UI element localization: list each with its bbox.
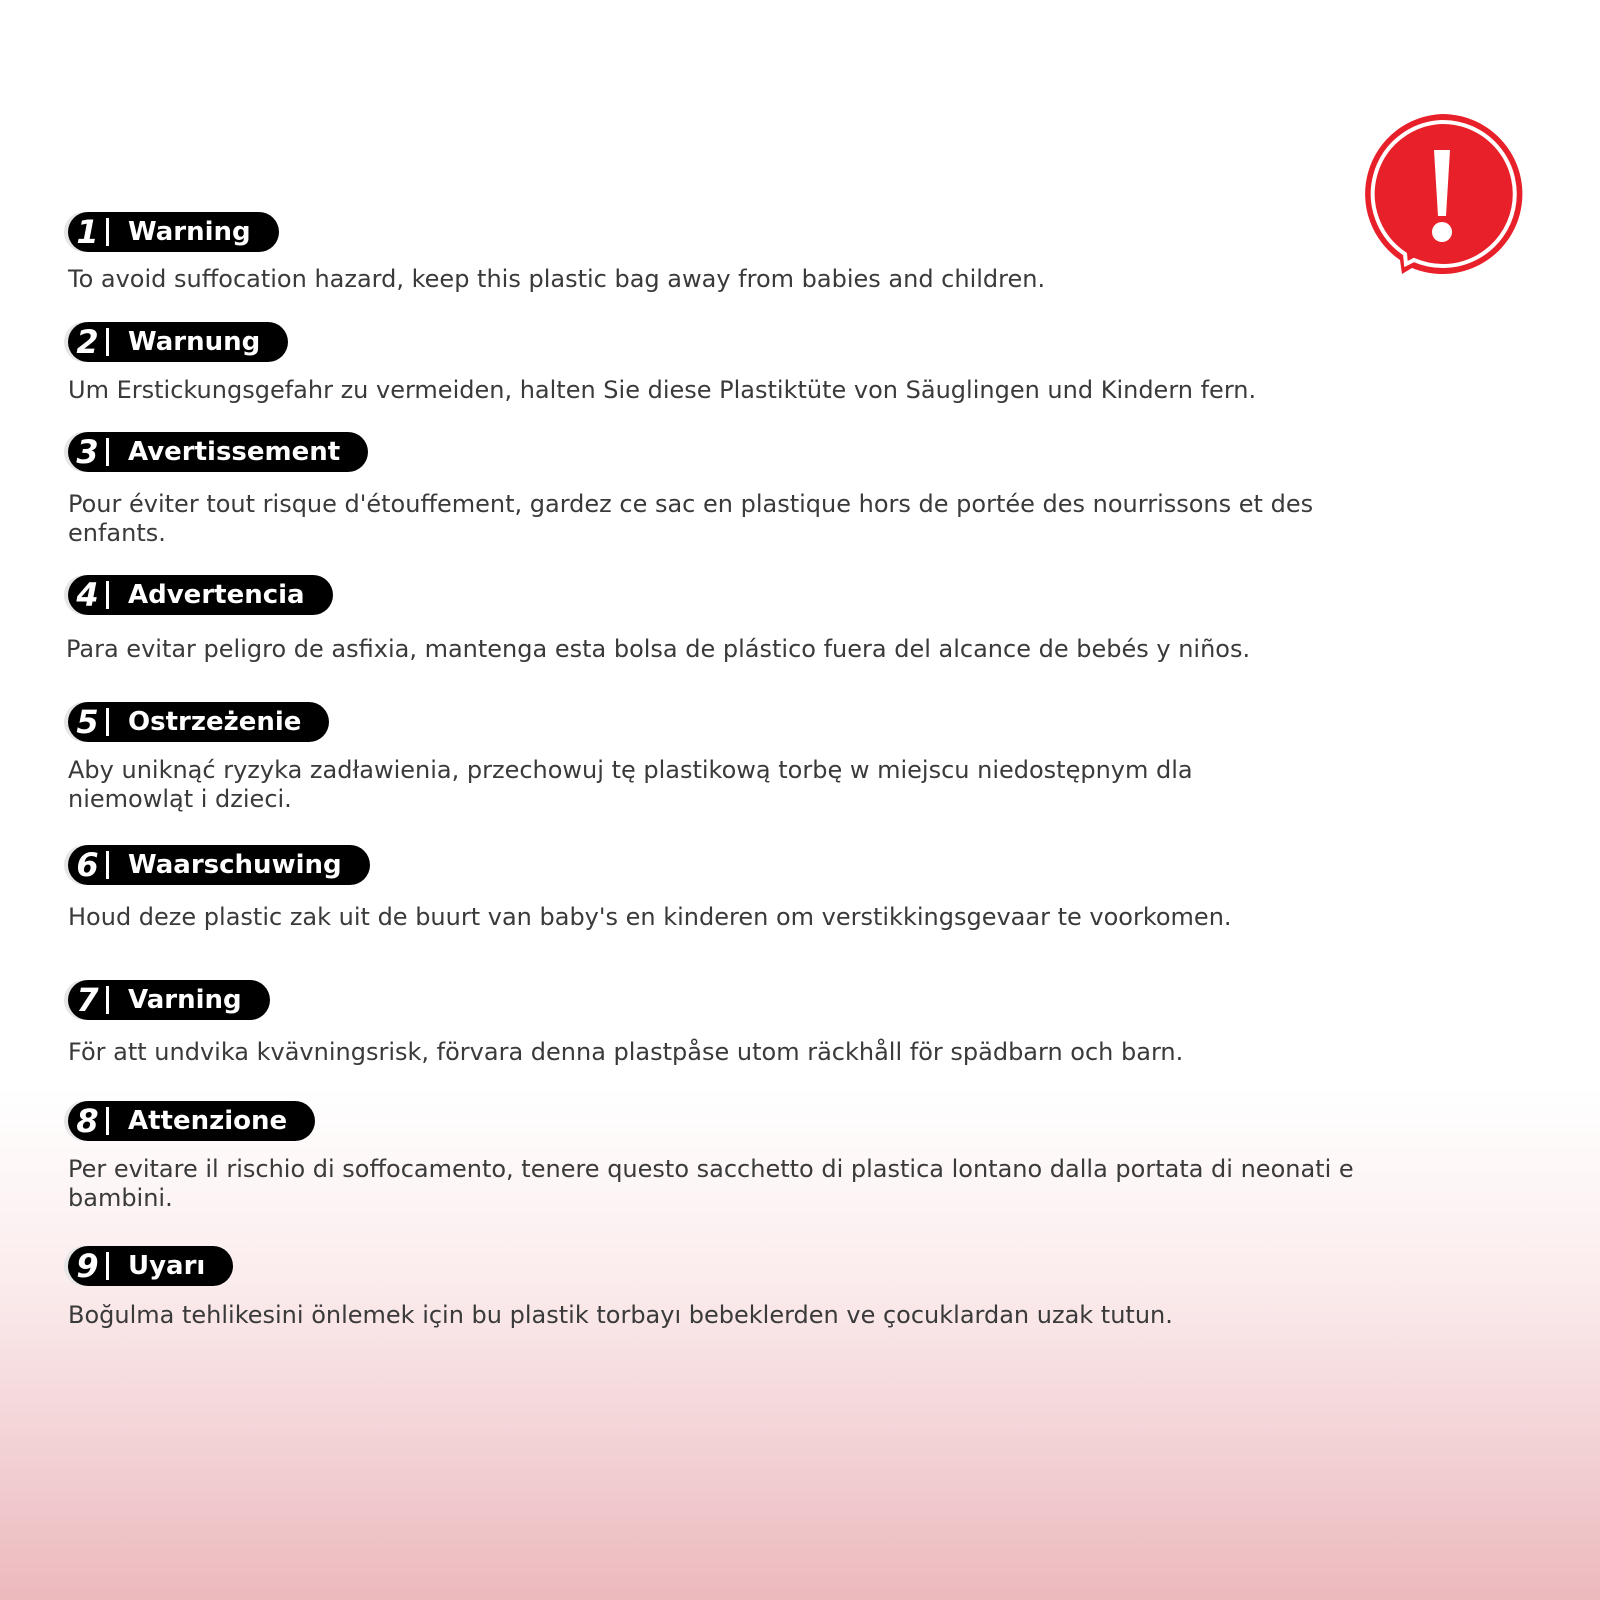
number-badge: 8 xyxy=(76,1102,98,1140)
number-badge: 1 xyxy=(76,213,98,251)
label-pill xyxy=(68,845,370,885)
warning-label: Attenzione xyxy=(128,1106,288,1136)
warning-text: För att undvika kvävningsrisk, förvara denna plastpåse utom räckhåll för spädbarn och barn. xyxy=(68,1038,1184,1066)
label-pill xyxy=(68,212,279,252)
warning-text: Para evitar peligro de asfixia, mantenga esta bolsa de plástico fuera del alcance de bebés y niños. xyxy=(66,635,1251,663)
number-badge: 9 xyxy=(76,1247,98,1285)
warning-item-german xyxy=(68,322,1368,405)
divider xyxy=(106,218,109,246)
number-badge: 7 xyxy=(76,981,98,1019)
divider xyxy=(106,851,109,879)
exclamation-speech-bubble-icon xyxy=(1356,108,1528,280)
divider xyxy=(106,328,109,356)
label-pill xyxy=(68,1246,233,1286)
label-pill xyxy=(68,575,333,615)
number-badge: 4 xyxy=(76,576,98,614)
divider xyxy=(106,581,109,609)
warning-item-polish xyxy=(68,702,1368,814)
number-badge: 2 xyxy=(76,323,98,361)
warning-label: Uyarı xyxy=(128,1251,206,1281)
number-badge: 5 xyxy=(76,703,98,741)
number-badge: 3 xyxy=(76,433,98,471)
warning-text: Pour éviter tout risque d'étouffement, gardez ce sac en plastique hors de portée des nourrissons et des enfants. xyxy=(68,490,1314,547)
warning-item-turkish xyxy=(68,1246,1368,1330)
divider xyxy=(106,986,109,1014)
label-pill xyxy=(68,322,288,362)
warning-label: Warning xyxy=(128,217,251,247)
warning-text: Per evitare il rischio di soffocamento, tenere questo sacchetto di plastica lontano dalla portata di neonati e bambini. xyxy=(68,1155,1354,1212)
warning-item-spanish xyxy=(68,575,1368,664)
warning-item-dutch xyxy=(68,845,1368,932)
warning-text: To avoid suffocation hazard, keep this plastic bag away from babies and children. xyxy=(68,265,1046,293)
warning-text: Aby uniknąć ryzyka zadławienia, przechowuj tę plastikową torbę w miejscu niedostępnym dla niemowląt i dzieci. xyxy=(68,756,1193,813)
warning-item-swedish xyxy=(68,980,1368,1067)
warning-label: Waarschuwing xyxy=(128,850,342,880)
label-pill xyxy=(68,1101,315,1141)
label-pill xyxy=(68,432,368,472)
warning-label: Warnung xyxy=(128,327,261,357)
divider xyxy=(106,1252,109,1280)
warning-item-english xyxy=(68,212,1368,294)
divider xyxy=(106,1107,109,1135)
warning-label: Ostrzeżenie xyxy=(128,707,302,737)
warning-label: Advertencia xyxy=(128,580,305,610)
divider xyxy=(106,708,109,736)
warning-label: Varning xyxy=(128,985,242,1015)
label-pill xyxy=(68,980,270,1020)
number-badge: 6 xyxy=(76,846,98,884)
label-pill xyxy=(68,702,329,742)
warning-text: Um Erstickungsgefahr zu vermeiden, halten Sie diese Plastiktüte von Säuglingen und Kindern fern. xyxy=(68,376,1257,404)
warning-item-italian xyxy=(68,1101,1368,1213)
warning-item-french xyxy=(68,432,1368,548)
divider xyxy=(106,438,109,466)
warning-text: Boğulma tehlikesini önlemek için bu plastik torbayı bebeklerden ve çocuklardan uzak tutun. xyxy=(68,1301,1173,1329)
warning-text: Houd deze plastic zak uit de buurt van baby's en kinderen om verstikkingsgevaar te voorkomen. xyxy=(68,903,1232,931)
warning-label: Avertissement xyxy=(128,437,341,467)
